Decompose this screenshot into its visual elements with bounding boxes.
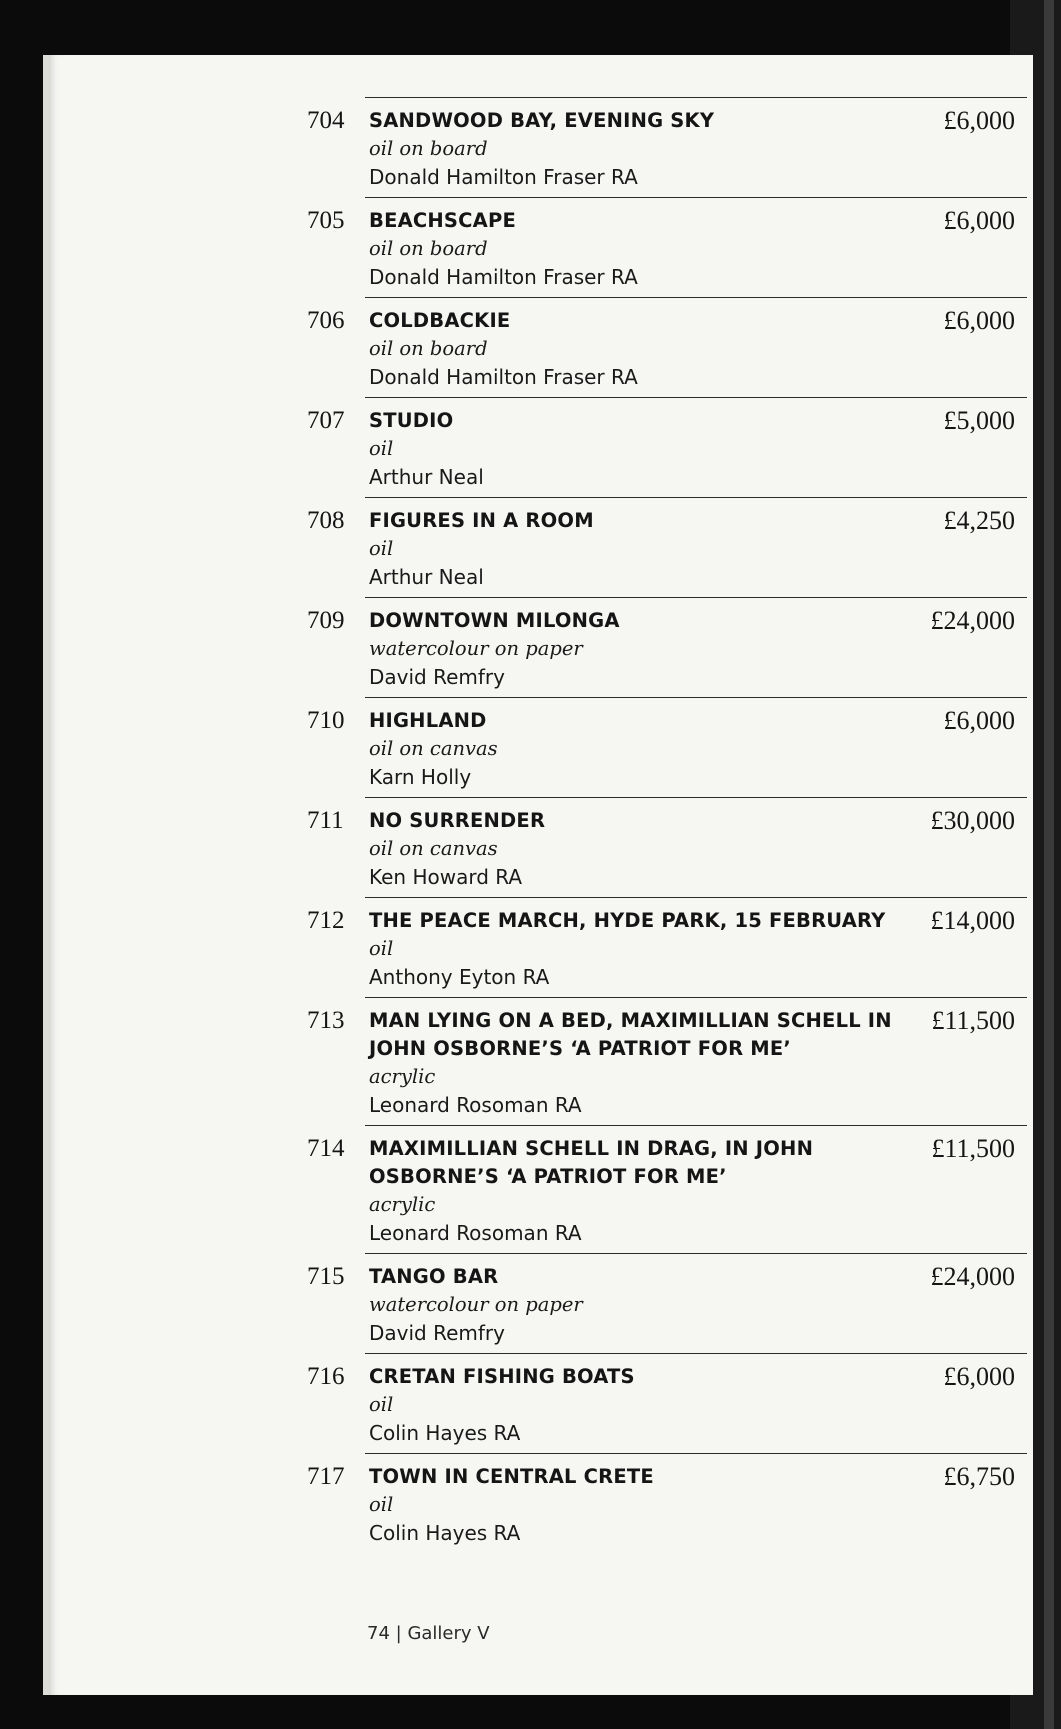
- entry-title: DOWNTOWN MILONGA: [369, 609, 620, 632]
- entry-medium: oil: [369, 937, 394, 960]
- entry-medium: watercolour on paper: [369, 637, 583, 660]
- entry-title: BEACHSCAPE: [369, 209, 516, 232]
- entry-medium: oil: [369, 437, 394, 460]
- book-edge-strip: [1044, 0, 1054, 1729]
- entry-number: 704: [307, 107, 345, 134]
- entry-rule: [365, 597, 1027, 598]
- entry-rule: [365, 797, 1027, 798]
- entry-title: THE PEACE MARCH, HYDE PARK, 15 FEBRUARY: [369, 909, 886, 932]
- entry-number: 711: [307, 807, 344, 834]
- entry-title: MAXIMILLIAN SCHELL IN DRAG, IN JOHN OSBORNE’S ‘A PATRIOT FOR ME’: [369, 1137, 814, 1188]
- entry-medium: oil on board: [369, 337, 488, 360]
- entry-price: £11,500: [931, 1006, 1015, 1035]
- entry-price: £6,000: [943, 106, 1015, 135]
- entry-price: £6,000: [943, 1362, 1015, 1391]
- entry-artist: Donald Hamilton Fraser RA: [369, 165, 638, 189]
- entry-title: COLDBACKIE: [369, 309, 511, 332]
- page-footer: [367, 1623, 490, 1644]
- entry-number: 717: [307, 1463, 345, 1490]
- entry-number: 706: [307, 307, 345, 334]
- entry-number: 708: [307, 507, 345, 534]
- entry-number: 713: [307, 1007, 345, 1034]
- entry-rule: [365, 897, 1027, 898]
- entry-artist: Colin Hayes RA: [369, 1421, 521, 1445]
- entry-artist: Anthony Eyton RA: [369, 965, 550, 989]
- entry-title: STUDIO: [369, 409, 454, 432]
- entry-number: 707: [307, 407, 345, 434]
- entry-price: £5,000: [943, 406, 1015, 435]
- entry-artist: David Remfry: [369, 665, 505, 689]
- entry-artist: Donald Hamilton Fraser RA: [369, 365, 638, 389]
- entry-rule: [365, 697, 1027, 698]
- footer-separator: |: [395, 1623, 408, 1644]
- entry-medium: oil: [369, 1393, 394, 1416]
- entry-price: £24,000: [930, 606, 1015, 635]
- entry-price: £11,500: [931, 1134, 1015, 1163]
- entry-medium: acrylic: [369, 1193, 436, 1216]
- entry-rule: [365, 997, 1027, 998]
- entry-rule: [365, 97, 1027, 98]
- entry-artist: Leonard Rosoman RA: [369, 1221, 582, 1245]
- section-name: Gallery V: [407, 1623, 490, 1644]
- entry-medium: oil on canvas: [369, 737, 498, 760]
- entry-artist: Ken Howard RA: [369, 865, 523, 889]
- entry-title: FIGURES IN A ROOM: [369, 509, 594, 532]
- entry-artist: Donald Hamilton Fraser RA: [369, 265, 638, 289]
- entry-artist: Karn Holly: [369, 765, 472, 789]
- entry-title: CRETAN FISHING BOATS: [369, 1365, 635, 1388]
- entry-price: £6,000: [943, 306, 1015, 335]
- entry-price: £6,750: [943, 1462, 1015, 1491]
- entry-price: £30,000: [930, 806, 1015, 835]
- entry-medium: watercolour on paper: [369, 1293, 583, 1316]
- entry-medium: oil on board: [369, 237, 488, 260]
- entry-title: TANGO BAR: [369, 1265, 499, 1288]
- entry-number: 715: [307, 1263, 345, 1290]
- entry-price: £6,000: [943, 706, 1015, 735]
- entry-price: £24,000: [930, 1262, 1015, 1291]
- entry-medium: acrylic: [369, 1065, 436, 1088]
- entry-title: HIGHLAND: [369, 709, 487, 732]
- entry-title: SANDWOOD BAY, EVENING SKY: [369, 109, 715, 132]
- entry-title: TOWN IN CENTRAL CRETE: [369, 1465, 654, 1488]
- entry-title: MAN LYING ON A BED, MAXIMILLIAN SCHELL IN JOHN OSBORNE’S ‘A PATRIOT FOR ME’: [369, 1009, 892, 1060]
- entry-medium: oil: [369, 1493, 394, 1516]
- entry-number: 710: [307, 707, 345, 734]
- entry-rule: [365, 497, 1027, 498]
- entry-artist: David Remfry: [369, 1321, 505, 1345]
- entry-artist: Colin Hayes RA: [369, 1521, 521, 1545]
- entry-rule: [365, 397, 1027, 398]
- entry-price: £4,250: [943, 506, 1015, 535]
- entry-rule: [365, 197, 1027, 198]
- entry-number: 709: [307, 607, 345, 634]
- entry-rule: [365, 1353, 1027, 1354]
- entry-medium: oil: [369, 537, 394, 560]
- entry-rule: [365, 1125, 1027, 1126]
- entry-title: NO SURRENDER: [369, 809, 546, 832]
- entry-number: 714: [307, 1135, 345, 1162]
- entry-artist: Leonard Rosoman RA: [369, 1093, 582, 1117]
- entry-number: 712: [307, 907, 345, 934]
- entry-artist: Arthur Neal: [369, 565, 484, 589]
- entry-price: £14,000: [930, 906, 1015, 935]
- catalogue-page: [43, 55, 1033, 1695]
- entry-number: 705: [307, 207, 345, 234]
- entry-rule: [365, 297, 1027, 298]
- entry-number: 716: [307, 1363, 345, 1390]
- page-number: 74: [367, 1623, 390, 1644]
- entry-rule: [365, 1253, 1027, 1254]
- entry-artist: Arthur Neal: [369, 465, 484, 489]
- entry-rule: [365, 1453, 1027, 1454]
- entry-medium: oil on board: [369, 137, 488, 160]
- entry-price: £6,000: [943, 206, 1015, 235]
- entry-medium: oil on canvas: [369, 837, 498, 860]
